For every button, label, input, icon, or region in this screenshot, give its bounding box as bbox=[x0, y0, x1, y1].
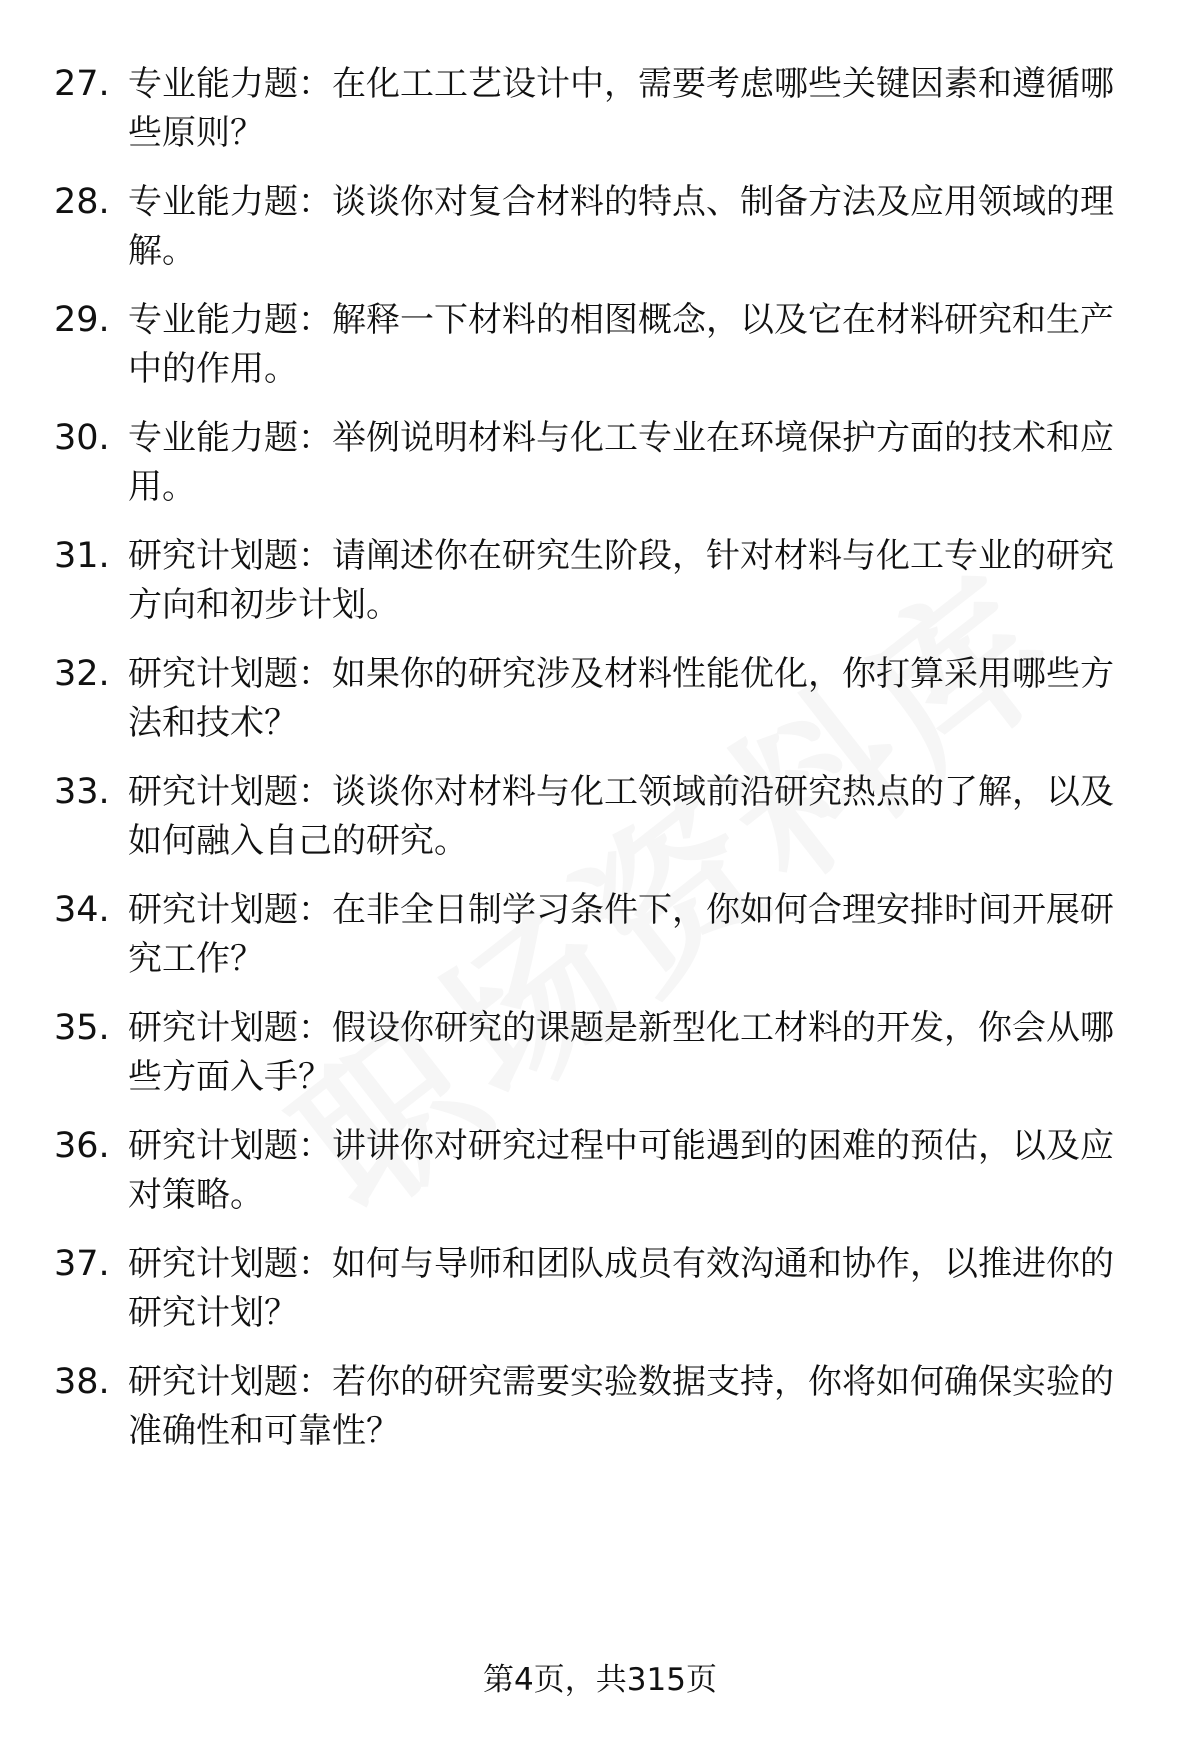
question-text: 研究计划题：如果你的研究涉及材料性能优化，你打算采用哪些方法和技术？ bbox=[128, 654, 1114, 743]
question-number: 34. bbox=[54, 890, 110, 930]
question-item bbox=[0, 650, 1200, 750]
question-text: 研究计划题：若你的研究需要实验数据支持，你将如何确保实验的准确性和可靠性？ bbox=[128, 1362, 1114, 1451]
question-text: 研究计划题：在非全日制学习条件下，你如何合理安排时间开展研究工作？ bbox=[128, 890, 1114, 979]
question-text: 专业能力题：谈谈你对复合材料的特点、制备方法及应用领域的理解。 bbox=[128, 182, 1114, 271]
question-item bbox=[0, 1358, 1200, 1458]
question-number: 38. bbox=[54, 1362, 110, 1402]
question-item bbox=[0, 768, 1200, 868]
question-text: 研究计划题：讲讲你对研究过程中可能遇到的困难的预估，以及应对策略。 bbox=[128, 1126, 1114, 1215]
question-item bbox=[0, 296, 1200, 396]
question-number: 31. bbox=[54, 536, 110, 576]
question-item bbox=[0, 1004, 1200, 1104]
question-item bbox=[0, 1122, 1200, 1222]
question-text: 专业能力题：在化工工艺设计中，需要考虑哪些关键因素和遵循哪些原则？ bbox=[128, 64, 1114, 153]
question-number: 32. bbox=[54, 654, 110, 694]
question-number: 30. bbox=[54, 418, 110, 458]
question-number: 33. bbox=[54, 772, 110, 812]
question-item bbox=[0, 886, 1200, 986]
question-number: 28. bbox=[54, 182, 110, 222]
question-text: 研究计划题：假设你研究的课题是新型化工材料的开发，你会从哪些方面入手？ bbox=[128, 1008, 1114, 1097]
question-text: 专业能力题：解释一下材料的相图概念，以及它在材料研究和生产中的作用。 bbox=[128, 300, 1114, 389]
question-item bbox=[0, 532, 1200, 632]
question-number: 27. bbox=[54, 64, 110, 104]
question-text: 研究计划题：如何与导师和团队成员有效沟通和协作，以推进你的研究计划？ bbox=[128, 1244, 1114, 1333]
question-number: 37. bbox=[54, 1244, 110, 1284]
question-item bbox=[0, 60, 1200, 160]
question-item bbox=[0, 1240, 1200, 1340]
question-text: 研究计划题：请阐述你在研究生阶段，针对材料与化工专业的研究方向和初步计划。 bbox=[128, 536, 1114, 625]
question-item bbox=[0, 414, 1200, 514]
question-number: 35. bbox=[54, 1008, 110, 1048]
question-text: 研究计划题：谈谈你对材料与化工领域前沿研究热点的了解，以及如何融入自己的研究。 bbox=[128, 772, 1114, 861]
question-number: 29. bbox=[54, 300, 110, 340]
question-number: 36. bbox=[54, 1126, 110, 1166]
question-item bbox=[0, 178, 1200, 278]
question-text: 专业能力题：举例说明材料与化工专业在环境保护方面的技术和应用。 bbox=[128, 418, 1114, 507]
page-footer: 第4页，共315页 bbox=[483, 1662, 717, 1698]
